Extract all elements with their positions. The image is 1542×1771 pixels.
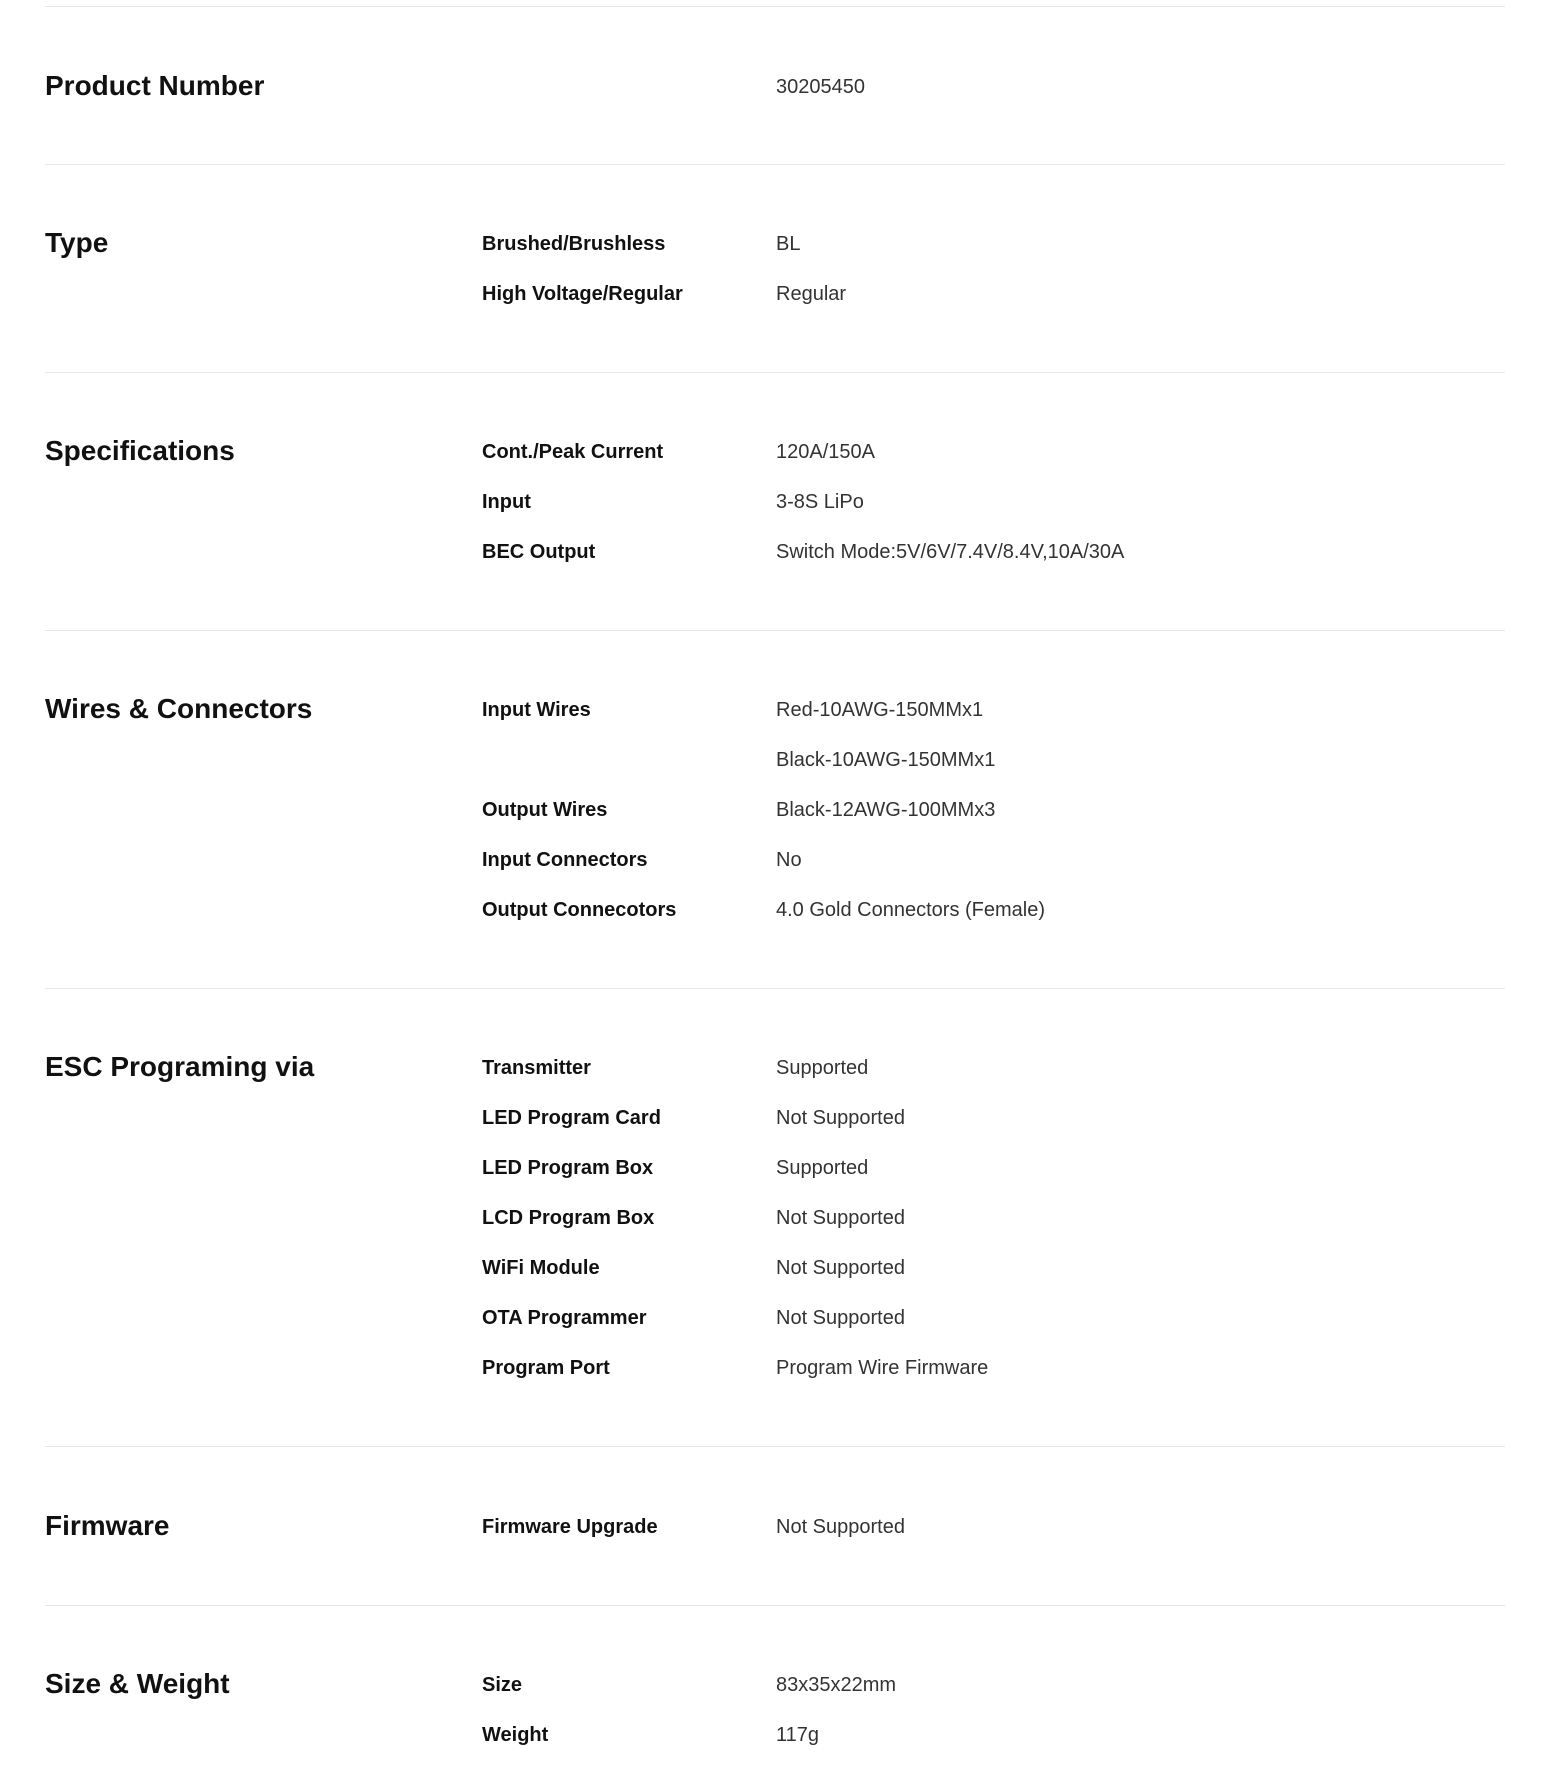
spec-rows [45, 1513, 1505, 1563]
spec-value: No [776, 849, 802, 871]
spec-row [45, 1104, 1505, 1154]
spec-label: Cont./Peak Current [482, 441, 664, 463]
spec-value: Program Wire Firmware [776, 1357, 989, 1379]
spec-value: Black-10AWG-150MMx1 [776, 749, 996, 771]
spec-row [45, 796, 1505, 846]
spec-label: BEC Output [482, 541, 596, 563]
spec-row [45, 438, 1505, 488]
section-title: Specifications [45, 435, 235, 466]
spec-label: Input Connectors [482, 849, 648, 871]
spec-rows [45, 230, 1505, 330]
spec-label: Input [482, 491, 531, 513]
spec-label: Size [482, 1674, 523, 1696]
spec-label: OTA Programmer [482, 1307, 647, 1329]
spec-label: High Voltage/Regular [482, 283, 683, 305]
spec-value: Not Supported [776, 1257, 905, 1279]
spec-value: 4.0 Gold Connectors (Female) [776, 899, 1046, 921]
spec-label: Program Port [482, 1357, 610, 1379]
spec-row [45, 1671, 1505, 1721]
spec-value: 3-8S LiPo [776, 491, 864, 513]
spec-label: Output Connecotors [482, 899, 677, 921]
spec-label: Weight [482, 1724, 549, 1746]
spec-row [45, 1054, 1505, 1104]
spec-row [45, 1154, 1505, 1204]
spec-value: Supported [776, 1057, 869, 1079]
spec-value: BL [776, 233, 801, 255]
spec-table [45, 6, 1505, 1750]
spec-section-type [45, 164, 1505, 372]
spec-value: 30205450 [776, 76, 865, 98]
spec-section-size-weight [45, 1605, 1505, 1750]
spec-value: Regular [776, 283, 847, 305]
spec-value: Supported [776, 1157, 869, 1179]
spec-value: Switch Mode:5V/6V/7.4V/8.4V,10A/30A [776, 541, 1125, 563]
section-title: Product Number [45, 70, 265, 101]
spec-label: Input Wires [482, 699, 591, 721]
spec-section-esc-programing [45, 988, 1505, 1446]
spec-value: Not Supported [776, 1516, 905, 1538]
spec-row [45, 280, 1505, 330]
spec-rows [45, 696, 1505, 946]
spec-row [45, 1254, 1505, 1304]
spec-rows [45, 1671, 1505, 1771]
spec-label: Output Wires [482, 799, 608, 821]
section-title: Wires & Connectors [45, 693, 313, 724]
spec-label: LCD Program Box [482, 1207, 655, 1229]
spec-label: WiFi Module [482, 1257, 600, 1279]
spec-row [45, 746, 1505, 796]
spec-value: Not Supported [776, 1207, 905, 1229]
spec-value: Not Supported [776, 1107, 905, 1129]
section-title: Type [45, 227, 109, 258]
spec-row [45, 1354, 1505, 1404]
spec-row [45, 538, 1505, 588]
spec-row [45, 1513, 1505, 1563]
spec-row [45, 846, 1505, 896]
spec-row [45, 488, 1505, 538]
spec-row [45, 230, 1505, 280]
section-title: ESC Programing via [45, 1051, 315, 1082]
spec-label: LED Program Box [482, 1157, 654, 1179]
spec-label: Transmitter [482, 1057, 591, 1079]
spec-row [45, 696, 1505, 746]
spec-value: Red-10AWG-150MMx1 [776, 699, 984, 721]
spec-value: Black-12AWG-100MMx3 [776, 799, 996, 821]
spec-rows [45, 1054, 1505, 1404]
spec-row [45, 1204, 1505, 1254]
spec-value: 83x35x22mm [776, 1674, 897, 1696]
spec-label: Brushed/Brushless [482, 233, 666, 255]
spec-value: 117g [776, 1724, 820, 1746]
spec-value: 120A/150A [776, 441, 875, 463]
spec-rows [45, 438, 1505, 588]
spec-value: Not Supported [776, 1307, 905, 1329]
spec-row [45, 73, 1505, 123]
spec-section-wires-connectors [45, 630, 1505, 988]
spec-row [45, 1721, 1505, 1771]
spec-section-firmware [45, 1446, 1505, 1605]
spec-rows [45, 73, 1505, 123]
spec-row [45, 1304, 1505, 1354]
spec-label: LED Program Card [482, 1107, 661, 1129]
section-title: Size & Weight [45, 1668, 230, 1699]
spec-section-product-number [45, 6, 1505, 164]
section-title: Firmware [45, 1510, 170, 1541]
spec-label: Firmware Upgrade [482, 1516, 658, 1538]
spec-section-specifications [45, 372, 1505, 630]
spec-row [45, 896, 1505, 946]
